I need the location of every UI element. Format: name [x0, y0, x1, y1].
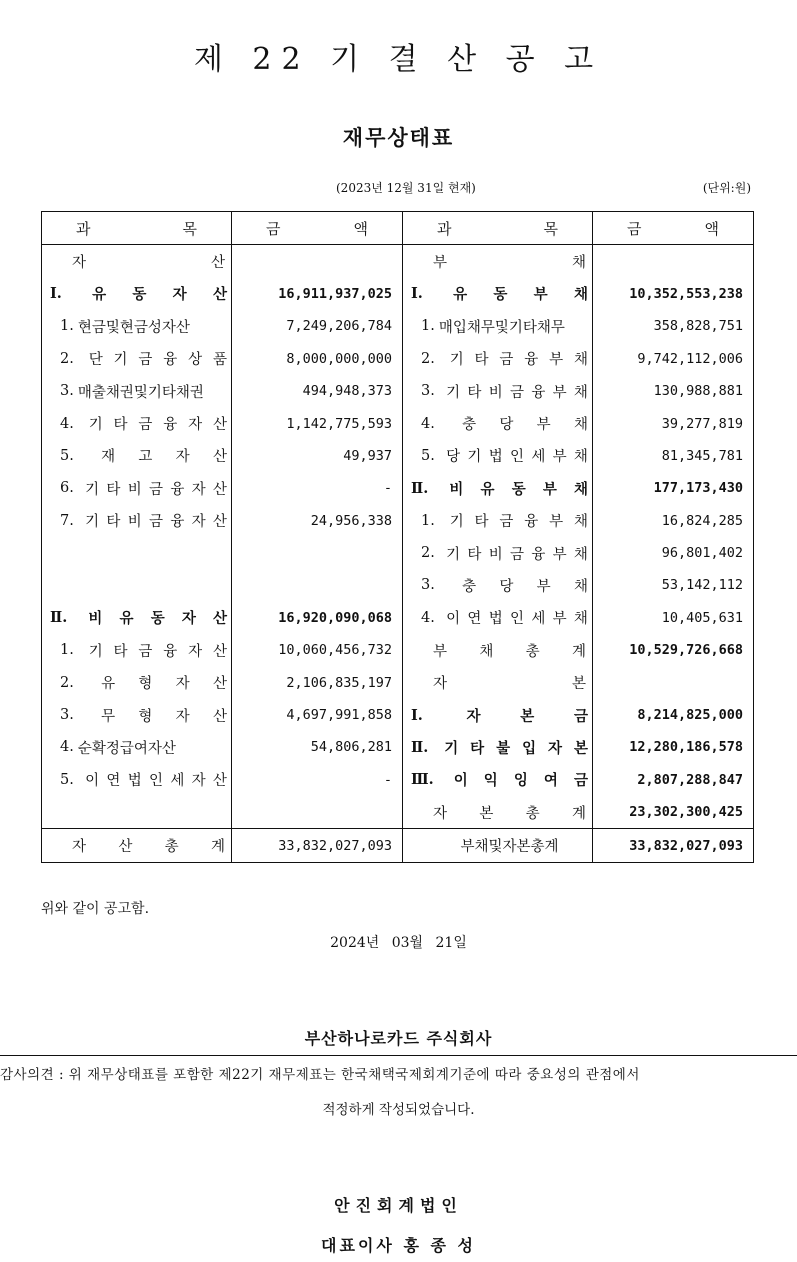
table-row — [42, 764, 754, 796]
right-amount-cell: 23,302,300,425 — [629, 804, 743, 821]
left-amount-cell: 1,142,775,593 — [232, 407, 403, 439]
left-item-cell: 자 산 — [42, 245, 232, 278]
table-row — [42, 537, 754, 569]
left-amount-cell — [232, 537, 403, 569]
right-amount-cell: 130,988,881 — [653, 383, 743, 400]
left-amount-cell: 49,937 — [232, 440, 403, 472]
left-amount-cell — [232, 245, 403, 278]
header-left-amount: 금 액 — [232, 212, 403, 245]
right-amount-cell: 177,173,430 — [653, 480, 743, 497]
right-amount-cell: 81,345,781 — [661, 447, 743, 464]
right-amount-cell: 96,801,402 — [661, 545, 743, 562]
right-amount-cell: 8,214,825,000 — [637, 707, 743, 724]
left-amount-cell — [232, 796, 403, 829]
table-row — [42, 375, 754, 407]
left-item-cell — [42, 796, 232, 829]
right-item-cell: 자 본 — [403, 666, 593, 698]
right-item-cell: 1. 매입채무및기타채무 — [403, 310, 593, 342]
right-item-cell: Ⅰ. 유 동 부 채 — [403, 278, 593, 310]
right-item-cell: 부채및자본총계 — [403, 829, 593, 862]
left-amount-cell: 16,920,090,068 — [232, 602, 403, 634]
left-item-cell: 4. 기 타 금 융 자 산 — [42, 407, 232, 439]
notice-text: 위와 같이 공고함. — [41, 901, 150, 917]
company-name: 부산하나로카드 주식회사 — [304, 1029, 493, 1048]
left-item-cell: 5. 재 고 자 산 — [42, 440, 232, 472]
left-item-cell: 2. 단 기 금 융 상 품 — [42, 343, 232, 375]
table-row — [42, 666, 754, 698]
auditor-name: 안진회계법인 — [334, 1196, 463, 1215]
right-amount-cell: 358,828,751 — [653, 318, 743, 335]
right-item-cell: 3. 기 타 비 금 융 부 채 — [403, 375, 593, 407]
left-item-cell: Ⅰ. 유 동 자 산 — [42, 278, 232, 310]
right-item-cell: 2. 기 타 비 금 융 부 채 — [403, 537, 593, 569]
right-item-cell: Ⅱ. 기 타 불 입 자 본 — [403, 731, 593, 763]
table-row — [42, 505, 754, 537]
left-amount-cell: 7,249,206,784 — [232, 310, 403, 342]
left-amount-cell: 2,106,835,197 — [232, 666, 403, 698]
left-item-cell — [42, 537, 232, 569]
right-amount-cell: 33,832,027,093 — [593, 829, 754, 862]
right-item-cell: 1. 기 타 금 융 부 채 — [403, 505, 593, 537]
left-amount-cell: 33,832,027,093 — [232, 829, 403, 862]
right-amount-cell: 16,824,285 — [661, 512, 743, 529]
right-item-cell: Ⅰ. 자 본 금 — [403, 699, 593, 731]
audit-opinion-line1: 감사의견 : 위 재무상태표를 포함한 제22기 재무제표는 한국채택국제회계기준에 따라 중요성의 관점에서 — [0, 1067, 640, 1083]
right-item-cell: 부 채 — [403, 245, 593, 278]
left-amount-cell: 494,948,373 — [232, 375, 403, 407]
table-row — [42, 310, 754, 342]
table-row — [42, 278, 754, 310]
header-right-amount: 금 액 — [593, 212, 754, 245]
left-item-cell: Ⅱ. 비 유 동 자 산 — [42, 602, 232, 634]
table-row — [42, 440, 754, 472]
left-item-cell: 7. 기 타 비 금 융 자 산 — [42, 505, 232, 537]
left-item-cell: 3. 매출채권및기타채권 — [42, 375, 232, 407]
left-amount-cell: 10,060,456,732 — [232, 634, 403, 666]
right-amount-cell: 9,742,112,006 — [637, 350, 743, 367]
table-row — [42, 829, 754, 862]
table-row — [42, 569, 754, 601]
left-item-cell: 1. 기 타 금 융 자 산 — [42, 634, 232, 666]
right-amount-cell: 53,142,112 — [661, 577, 743, 594]
table-row — [42, 602, 754, 634]
table-row — [42, 407, 754, 439]
right-item-cell: 3. 충 당 부 채 — [403, 569, 593, 601]
right-item-cell: 2. 기 타 금 융 부 채 — [403, 343, 593, 375]
left-item-cell: 3. 무 형 자 산 — [42, 699, 232, 731]
left-item-cell: 자 산 총 계 — [42, 829, 232, 862]
table-row — [42, 634, 754, 666]
statement-title: 재무상태표 — [342, 125, 455, 150]
right-amount-cell: 10,405,631 — [661, 609, 743, 626]
page-title: 제 22 기 결 산 공 고 — [193, 42, 604, 77]
table-row — [42, 472, 754, 504]
left-amount-cell: 54,806,281 — [232, 731, 403, 763]
left-item-cell: 5. 이 연 법 인 세 자 산 — [42, 764, 232, 796]
audit-opinion-line2: 적정하게 작성되었습니다. — [322, 1102, 475, 1118]
right-amount-cell: 2,807,288,847 — [637, 771, 743, 788]
right-amount-cell — [593, 245, 754, 278]
right-item-cell: 부 채 총 계 — [403, 634, 593, 666]
left-amount-cell: 16,911,937,025 — [232, 278, 403, 310]
header-right-item: 과 목 — [403, 212, 593, 245]
left-amount-cell: - — [232, 472, 403, 504]
right-amount-cell: 10,352,553,238 — [629, 285, 743, 302]
table-row — [42, 699, 754, 731]
right-amount-cell: 39,277,819 — [661, 415, 743, 432]
right-amount-cell: 12,280,186,578 — [629, 739, 743, 756]
table-row — [42, 796, 754, 829]
left-item-cell: 6. 기 타 비 금 융 자 산 — [42, 472, 232, 504]
right-item-cell: 4. 이 연 법 인 세 부 채 — [403, 602, 593, 634]
table-header-row — [42, 212, 754, 245]
publication-date: 2024년 03월 21일 — [330, 935, 467, 951]
left-item-cell — [42, 569, 232, 601]
left-amount-cell: 4,697,991,858 — [232, 699, 403, 731]
balance-sheet-table — [41, 211, 754, 863]
left-item-cell: 4. 순확정급여자산 — [42, 731, 232, 763]
left-item-cell: 1. 현금및현금성자산 — [42, 310, 232, 342]
unit-label: (단위:원) — [702, 181, 751, 195]
table-row — [42, 343, 754, 375]
left-item-cell: 2. 유 형 자 산 — [42, 666, 232, 698]
header-left-item: 과 목 — [42, 212, 232, 245]
right-amount-cell — [593, 666, 754, 698]
left-amount-cell: 8,000,000,000 — [232, 343, 403, 375]
right-amount-cell: 10,529,726,668 — [629, 642, 743, 659]
left-amount-cell: 24,956,338 — [232, 505, 403, 537]
statement-date: (2023년 12월 31일 현재) — [336, 181, 476, 195]
right-item-cell: 5. 당 기 법 인 세 부 채 — [403, 440, 593, 472]
ceo-name: 대표이사 홍 종 성 — [321, 1236, 476, 1255]
right-item-cell: 자 본 총 계 — [403, 796, 593, 829]
divider — [0, 1055, 797, 1056]
left-amount-cell: - — [232, 764, 403, 796]
right-item-cell: Ⅲ. 이 익 잉 여 금 — [403, 764, 593, 796]
right-item-cell: 4. 충 당 부 채 — [403, 407, 593, 439]
table-row — [42, 731, 754, 763]
left-amount-cell — [232, 569, 403, 601]
table-row — [42, 245, 754, 278]
right-item-cell: Ⅱ. 비 유 동 부 채 — [403, 472, 593, 504]
